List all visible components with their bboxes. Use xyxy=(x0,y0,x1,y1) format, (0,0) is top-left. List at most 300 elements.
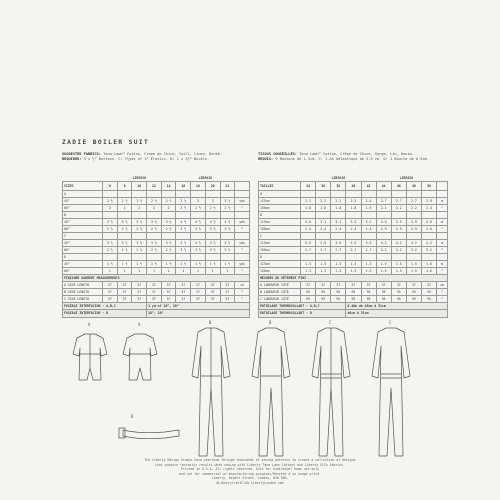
blank-cell xyxy=(301,233,316,240)
fabric-info-fr xyxy=(258,152,429,162)
blank-cell xyxy=(301,212,316,219)
sizes-row xyxy=(63,182,250,191)
measure-cell: 95 xyxy=(391,296,406,303)
size-cell: 18 xyxy=(191,182,206,191)
measure-cell: 37 xyxy=(161,282,176,289)
unit-cell: ” xyxy=(437,226,448,233)
fusible-label: FUSIBLE INTERFACING - A,B,C xyxy=(63,303,147,310)
blank-cell xyxy=(406,191,421,198)
unit-cell: in xyxy=(235,282,250,289)
sketch-view-d-belt xyxy=(119,428,179,439)
measure-cell: 95 xyxy=(391,289,406,296)
measure-cell: 37 xyxy=(147,296,162,303)
yardage-cell: 3 ½ xyxy=(132,240,147,247)
unit-cell: ” xyxy=(437,247,448,254)
yardage-cell: 3 xyxy=(191,198,206,205)
yardage-cell: 2 xyxy=(132,205,147,212)
blank-cell xyxy=(316,254,331,261)
size-cell: 44 xyxy=(376,182,391,191)
measure-cell: 95 xyxy=(346,289,361,296)
yardage-cell: 3 ½ xyxy=(132,219,147,226)
yardage-cell: 1.6 xyxy=(422,268,437,275)
yardage-cell: 3 xyxy=(205,198,220,205)
width-label: 45” xyxy=(63,198,103,205)
yardage-cell: 2 ½ xyxy=(176,205,191,212)
width-row xyxy=(259,261,448,268)
blank-cell xyxy=(117,233,132,240)
view-row xyxy=(63,212,250,219)
yardage-cell: 3.2 xyxy=(346,219,361,226)
blank-cell xyxy=(161,233,176,240)
yardage-cell: 2 ½ xyxy=(147,226,162,233)
yardage-cell: 3 ½ xyxy=(220,198,235,205)
blank-cell xyxy=(406,233,421,240)
measure-cell: 37 xyxy=(220,289,235,296)
blank-cell xyxy=(361,254,376,261)
measure-cell: 95 xyxy=(361,289,376,296)
width-row xyxy=(63,226,250,233)
size-cell: 22 xyxy=(220,182,235,191)
width-row xyxy=(63,205,250,212)
measure-cell: 95 xyxy=(376,296,391,303)
yardage-cell: 1 ½ xyxy=(191,261,206,268)
measure-label: C LONGUEUR CÔTÉ xyxy=(259,296,301,303)
yardage-cell: 2 xyxy=(161,205,176,212)
yardage-cell: 1.5 xyxy=(376,268,391,275)
measure-cell: 95 xyxy=(301,296,316,303)
measure-row xyxy=(259,296,448,303)
measure-cell: 37 xyxy=(176,289,191,296)
measure-cell: 95 xyxy=(316,296,331,303)
blank-cell xyxy=(205,233,220,240)
size-cell: 48 xyxy=(406,182,421,191)
yardage-cell: 3 ½ xyxy=(103,219,118,226)
section-row xyxy=(63,310,250,317)
yardage-cell: 4 ½ xyxy=(205,240,220,247)
yardage-cell: 3 ½ xyxy=(191,226,206,233)
yardage-cell: 3.1 xyxy=(331,219,346,226)
view-row xyxy=(259,233,448,240)
measure-cell: 37 xyxy=(103,282,118,289)
measure-cell: 95 xyxy=(422,296,437,303)
unit-cell: ” xyxy=(437,296,448,303)
width-row xyxy=(259,240,448,247)
unit-cell: ” xyxy=(437,268,448,275)
yardage-cell: 2 ½ xyxy=(147,198,162,205)
blank-cell xyxy=(220,233,235,240)
section-row xyxy=(259,310,448,317)
yardage-cell: 4.0 xyxy=(422,219,437,226)
yardage-cell: 2.2 xyxy=(346,198,361,205)
yardage-cell: 1.3 xyxy=(316,268,331,275)
blank-cell xyxy=(391,191,406,198)
measure-cell: 37 xyxy=(220,282,235,289)
yardage-cell: 3 ½ xyxy=(161,240,176,247)
measure-cell: 37 xyxy=(316,282,331,289)
fusible-label: ENTOILAGE THERMOCOLLANT - A,B,C xyxy=(259,303,346,310)
garment-sketches xyxy=(55,318,445,468)
view-label: B xyxy=(259,212,301,219)
measure-cell: 37 xyxy=(301,282,316,289)
measure-cell: 95 xyxy=(376,289,391,296)
yardage-cell: 1 xyxy=(147,268,162,275)
blank-cell xyxy=(235,182,250,191)
view-label: C xyxy=(259,233,301,240)
width-row xyxy=(63,240,250,247)
blank-cell xyxy=(376,212,391,219)
measure-label: B LONGUEUR CÔTÉ xyxy=(259,289,301,296)
yardage-cell: 3.9 xyxy=(406,219,421,226)
yardage-cell: 1 xyxy=(161,268,176,275)
measure-cell: 37 xyxy=(176,282,191,289)
measure-cell: 95 xyxy=(361,296,376,303)
width-label: 150cm xyxy=(259,268,301,275)
yardage-cell: 1 xyxy=(132,268,147,275)
yardage-cell: 1 ½ xyxy=(220,261,235,268)
footer-line-4: and not for commercial or manufacturing purposes/Réservé à un usage privé. xyxy=(178,471,321,476)
measure-cell: 37 xyxy=(376,282,391,289)
fabrics-label-en: SUGGESTED FABRICS: xyxy=(62,152,101,156)
blank-cell xyxy=(117,191,132,198)
unit-cell: m xyxy=(437,261,448,268)
measure-cell: 37 xyxy=(205,289,220,296)
required-text-en: 9 x ½” Buttons. C: 1½yds of 1” Elastic. D: 1 x 2½” Buckle. xyxy=(83,157,210,162)
size-cell: 46 xyxy=(391,182,406,191)
size-cell: 10 xyxy=(132,182,147,191)
blank-cell xyxy=(361,191,376,198)
footer-line-6: #LibertyCraftClub LibertyLondon.com xyxy=(216,480,284,485)
width-row xyxy=(63,261,250,268)
measure-cell: 37 xyxy=(331,282,346,289)
blank-cell xyxy=(391,233,406,240)
yardage-cell: 3.2 xyxy=(391,247,406,254)
unit-cell: ” xyxy=(235,268,250,275)
yardage-cell: 3 ½ xyxy=(147,219,162,226)
yardage-cell: 3.0 xyxy=(301,219,316,226)
yardage-cell: 3 ½ xyxy=(176,226,191,233)
yardage-cell: 2 xyxy=(117,205,132,212)
sketch-view-b-back xyxy=(252,328,290,456)
yardage-cell: 2.4 xyxy=(361,198,376,205)
blank-cell xyxy=(361,233,376,240)
measure-label: A SIDE LENGTH xyxy=(63,282,103,289)
unit-cell: ” xyxy=(437,289,448,296)
yardage-cell: 1.3 xyxy=(331,268,346,275)
group-label: LIB5026 xyxy=(132,175,146,180)
yardage-cell: 2.2 xyxy=(406,205,421,212)
measure-label: B SIDE LENGTH xyxy=(63,289,103,296)
yardage-cell: 1.5 xyxy=(391,261,406,268)
yardage-cell: 2 ½ xyxy=(103,226,118,233)
blank-cell xyxy=(220,191,235,198)
view-label: A xyxy=(259,191,301,198)
yardage-cell: 1.5 xyxy=(406,261,421,268)
measure-cell: 37 xyxy=(220,296,235,303)
yardage-cell: 2.2 xyxy=(376,205,391,212)
measure-cell: 37 xyxy=(161,289,176,296)
yardage-cell: 2.9 xyxy=(422,198,437,205)
yardage-cell: 1.5 xyxy=(406,268,421,275)
yardage-cell: 2.1 xyxy=(301,198,316,205)
blank-cell xyxy=(63,174,103,182)
yardage-cell: 2.7 xyxy=(331,247,346,254)
footer xyxy=(0,458,500,486)
measure-cell: 95 xyxy=(316,289,331,296)
yardage-table-fr xyxy=(258,174,448,318)
yardage-cell: 1 ½ xyxy=(117,261,132,268)
blank-cell xyxy=(132,191,147,198)
blank-cell xyxy=(406,254,421,261)
width-label: 115cm xyxy=(259,240,301,247)
blank-cell xyxy=(422,191,437,198)
yardage-cell: 2.4 xyxy=(422,205,437,212)
size-cell: 38 xyxy=(331,182,346,191)
width-row xyxy=(259,219,448,226)
finished-measurements-label: FINISHED GARMENT MEASUREMENTS xyxy=(63,275,250,282)
view-row xyxy=(63,254,250,261)
yardage-cell: 4 ½ xyxy=(191,219,206,226)
yardage-cell: 4 ½ xyxy=(220,219,235,226)
yardage-cell: 1.3 xyxy=(361,268,376,275)
fusible-label: ENTOILAGE THERMOCOLLANT - D xyxy=(259,310,346,317)
width-label: 60” xyxy=(63,226,103,233)
width-row xyxy=(63,198,250,205)
sketch-view-a-back xyxy=(123,334,157,380)
yardage-cell: 2.2 xyxy=(316,198,331,205)
unit-cell: ” xyxy=(235,205,250,212)
blank-cell xyxy=(346,254,361,261)
required-label-en: REQUIRED: xyxy=(62,157,82,162)
footer-line-5: Liberty, Regent Street, London, W1B 5AH. xyxy=(211,476,289,481)
fusible-text: 1 yd of 18”, 20” xyxy=(147,303,250,310)
blank-cell xyxy=(191,212,206,219)
yardage-cell: 1 xyxy=(117,268,132,275)
measure-cell: 37 xyxy=(391,282,406,289)
yardage-cell: 1.5 xyxy=(376,261,391,268)
width-label: 115cm xyxy=(259,198,301,205)
size-cell: 20 xyxy=(205,182,220,191)
width-label: 60” xyxy=(63,247,103,254)
yardage-cell: 3 ½ xyxy=(117,240,132,247)
yardage-cell: 2 ½ xyxy=(132,226,147,233)
measure-row xyxy=(63,282,250,289)
blank-cell xyxy=(132,212,147,219)
unit-cell: ” xyxy=(235,226,250,233)
yardage-cell: 3 ½ xyxy=(191,247,206,254)
yardage-cell: 2 ½ xyxy=(117,198,132,205)
blank-cell xyxy=(391,212,406,219)
section-row xyxy=(259,275,448,282)
sketch-label-a2: A xyxy=(138,322,141,327)
blank-cell xyxy=(205,212,220,219)
unit-cell: yds xyxy=(235,219,250,226)
blank-cell xyxy=(132,254,147,261)
yardage-cell: 1 xyxy=(220,268,235,275)
group-header-row xyxy=(259,174,448,182)
measure-cell: 95 xyxy=(422,289,437,296)
yardage-cell: 1.5 xyxy=(391,268,406,275)
yardage-cell: 2.9 xyxy=(406,226,421,233)
measure-row xyxy=(63,296,250,303)
yardage-cell: 4 ½ xyxy=(191,240,206,247)
yardage-cell: 3.5 xyxy=(301,240,316,247)
section-row xyxy=(63,275,250,282)
yardage-cell: 2.4 xyxy=(316,226,331,233)
yardage-cell: 2 xyxy=(103,205,118,212)
sketch-view-a-front xyxy=(73,334,107,380)
yardage-cell: 1.3 xyxy=(301,268,316,275)
sketch-label-b2: B xyxy=(269,320,272,325)
blank-cell xyxy=(176,233,191,240)
size-cell: 40 xyxy=(346,182,361,191)
width-label: 60” xyxy=(63,205,103,212)
sketch-label-b: B xyxy=(209,320,212,325)
measure-cell: 37 xyxy=(103,289,118,296)
blank-cell xyxy=(316,212,331,219)
blank-cell xyxy=(437,233,448,240)
sketch-label-d: D xyxy=(131,414,134,419)
size-cell: 12 xyxy=(147,182,162,191)
footer-line-3: Printed in U.S.A. All rights reserved. Sold for individual home use only xyxy=(180,467,320,472)
blank-cell xyxy=(220,254,235,261)
blank-cell xyxy=(117,254,132,261)
yardage-cell: 3.5 xyxy=(316,240,331,247)
width-row xyxy=(259,205,448,212)
yardage-cell: 2.4 xyxy=(301,226,316,233)
blank-cell xyxy=(301,254,316,261)
yardage-cell: 2.9 xyxy=(376,226,391,233)
yardage-table-en xyxy=(62,174,250,318)
sketch-view-c-front xyxy=(312,328,350,456)
group-label: LIB5028 xyxy=(198,175,213,180)
measure-cell: 37 xyxy=(422,282,437,289)
blank-cell xyxy=(437,191,448,198)
width-label: 115cm xyxy=(259,261,301,268)
yardage-cell: 2 ½ xyxy=(161,226,176,233)
blank-cell xyxy=(103,233,118,240)
blank-cell xyxy=(147,212,162,219)
measure-cell: 37 xyxy=(117,282,132,289)
measure-cell: 95 xyxy=(331,296,346,303)
group-label: LIB5028 xyxy=(399,175,414,180)
yardage-cell: 2 ½ xyxy=(147,247,162,254)
blank-cell xyxy=(437,174,448,182)
blank-cell xyxy=(191,191,206,198)
view-row xyxy=(63,233,250,240)
blank-cell xyxy=(176,254,191,261)
unit-cell: yds xyxy=(235,261,250,268)
yardage-cell: 2 ½ xyxy=(205,205,220,212)
blank-cell xyxy=(316,233,331,240)
yardage-cell: 1.8 xyxy=(331,205,346,212)
yardage-cell: 1 xyxy=(205,268,220,275)
blank-cell xyxy=(406,212,421,219)
unit-cell: yds xyxy=(235,240,250,247)
blank-cell xyxy=(331,212,346,219)
unit-cell: yds xyxy=(235,198,250,205)
yardage-cell: 4.2 xyxy=(422,240,437,247)
measure-row xyxy=(259,289,448,296)
yardage-cell: 3.9 xyxy=(376,219,391,226)
blank-cell xyxy=(161,212,176,219)
unit-cell: cm xyxy=(437,282,448,289)
measure-label: C SIDE LENGTH xyxy=(63,296,103,303)
blank-cell xyxy=(103,191,118,198)
blank-cell xyxy=(331,191,346,198)
unit-cell: ” xyxy=(235,296,250,303)
yardage-cell: 1.3 xyxy=(331,261,346,268)
blank-cell xyxy=(437,182,448,191)
blank-cell xyxy=(346,212,361,219)
measure-cell: 95 xyxy=(406,296,421,303)
yardage-cell: 1 ½ xyxy=(176,261,191,268)
unit-cell: m xyxy=(437,219,448,226)
yardage-cell: 1.3 xyxy=(316,261,331,268)
measure-cell: 37 xyxy=(117,296,132,303)
blank-cell xyxy=(235,233,250,240)
yardage-cell: 3 ½ xyxy=(205,226,220,233)
yardage-cell: 3.2 xyxy=(376,247,391,254)
sketch-label-c: C xyxy=(329,320,332,325)
yardage-cell: 2.4 xyxy=(346,226,361,233)
measure-cell: 37 xyxy=(147,282,162,289)
yardage-cell: 1.3 xyxy=(346,261,361,268)
yardage-cell: 2.7 xyxy=(391,198,406,205)
yardage-cell: 1.8 xyxy=(346,205,361,212)
size-cell: 34 xyxy=(301,182,316,191)
footer-line-1: The Liberty Design Studio have searched through thousands of sewing patterns to create a collection of designs xyxy=(144,458,356,462)
view-label: D xyxy=(63,254,103,261)
blank-cell xyxy=(205,254,220,261)
sketch-label-c2: C xyxy=(389,320,392,325)
unit-cell: ” xyxy=(235,289,250,296)
blank-cell xyxy=(346,233,361,240)
fusible-text: 0.40m de 46cm à 51cm xyxy=(346,303,448,310)
view-row xyxy=(63,191,250,198)
blank-cell xyxy=(117,212,132,219)
yardage-cell: 1.8 xyxy=(301,205,316,212)
measure-cell: 37 xyxy=(132,296,147,303)
blank-cell xyxy=(235,254,250,261)
sizes-label: TAILLES xyxy=(259,182,301,191)
width-row xyxy=(259,247,448,254)
yardage-cell: 2.7 xyxy=(346,247,361,254)
blank-cell xyxy=(147,254,162,261)
section-row xyxy=(259,303,448,310)
yardage-cell: 3.2 xyxy=(406,247,421,254)
yardage-cell: 2 ½ xyxy=(132,247,147,254)
blank-cell xyxy=(205,191,220,198)
yardage-cell: 2 ½ xyxy=(161,198,176,205)
blank-cell xyxy=(301,191,316,198)
measure-cell: 37 xyxy=(205,282,220,289)
measure-cell: 37 xyxy=(147,289,162,296)
blank-cell xyxy=(391,254,406,261)
measure-cell: 37 xyxy=(132,289,147,296)
unit-cell: ” xyxy=(437,205,448,212)
blank-cell xyxy=(422,254,437,261)
size-cell: 42 xyxy=(361,182,376,191)
blank-cell xyxy=(235,212,250,219)
finished-measurements-label: MESURES DU VÊTEMENT FINI xyxy=(259,275,448,282)
yardage-cell: 3.5 xyxy=(331,240,346,247)
required-label-fr: REQUIS: xyxy=(258,157,274,162)
yardage-cell: 1.6 xyxy=(422,261,437,268)
yardage-cell: 1 xyxy=(176,268,191,275)
yardage-cell: 2.7 xyxy=(406,198,421,205)
sketch-view-b-front xyxy=(192,328,230,456)
blank-cell xyxy=(191,233,206,240)
